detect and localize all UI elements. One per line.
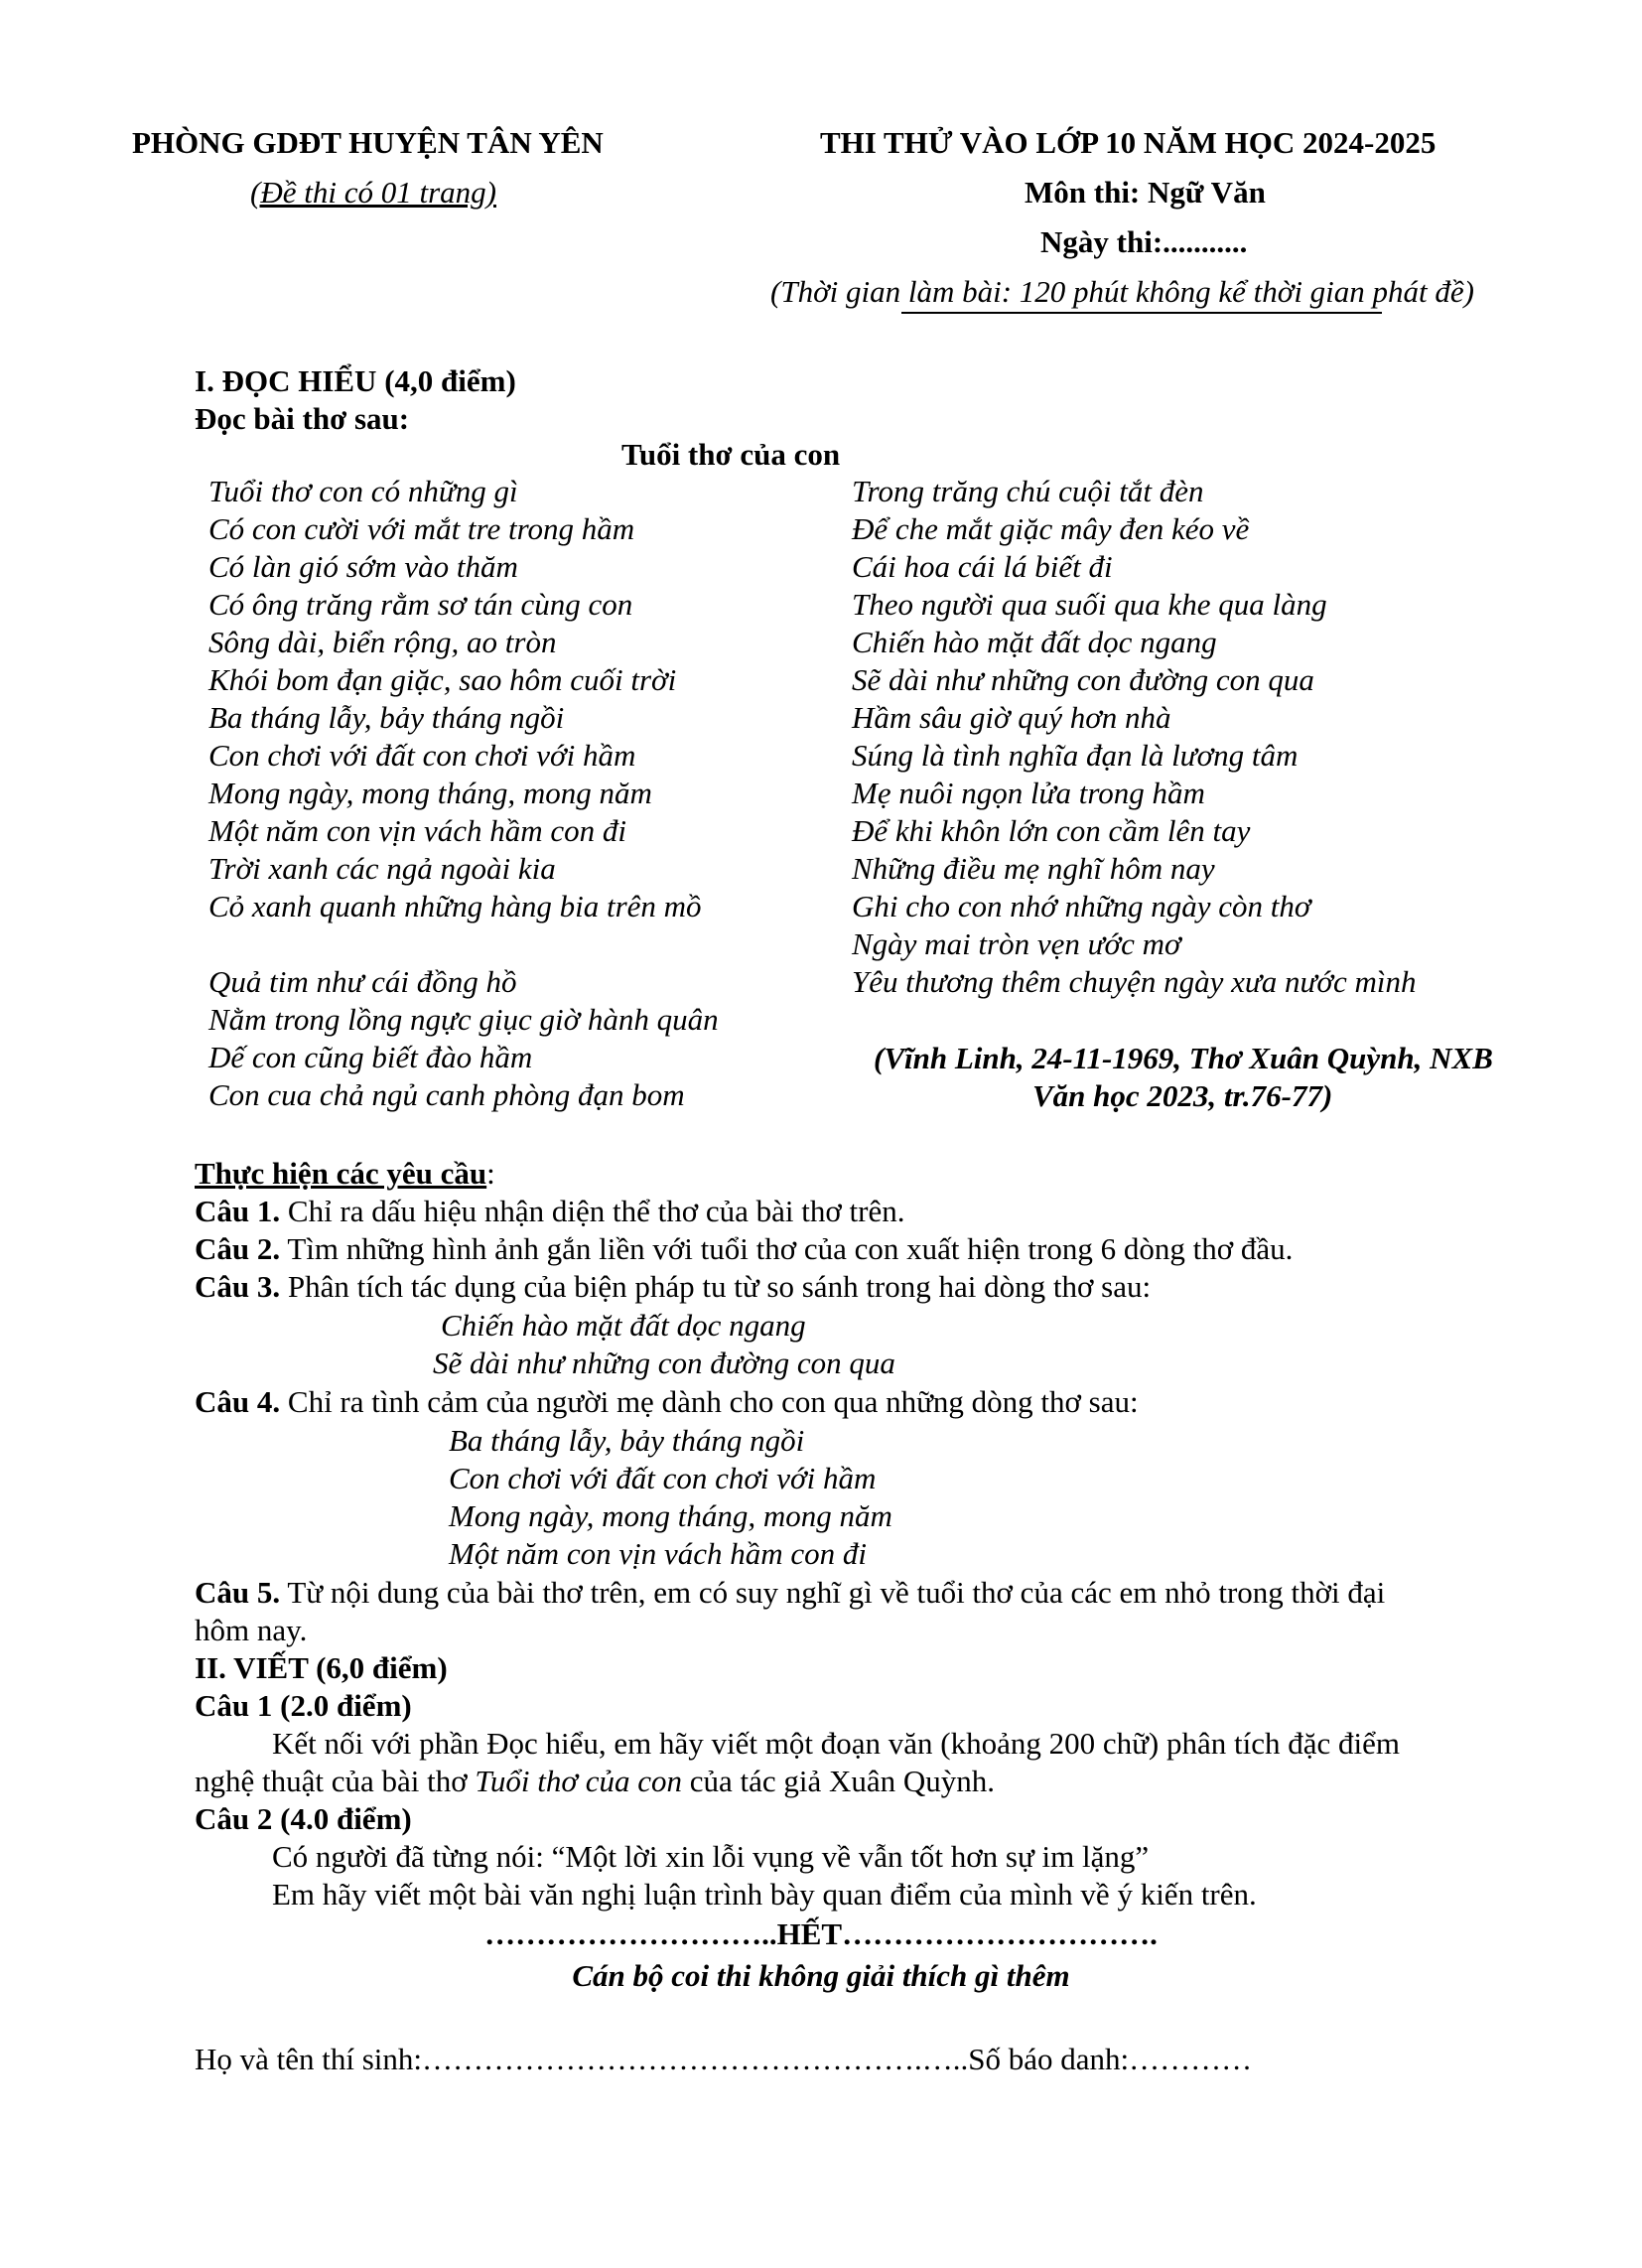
- exam-date: Ngày thi:...........: [1040, 224, 1248, 259]
- poem-line: Ba tháng lẫy, bảy tháng ngồi: [208, 700, 565, 735]
- reading-heading: I. ĐỌC HIỂU (4,0 điểm): [195, 363, 516, 398]
- poem-left-stanza-1: [208, 473, 702, 925]
- poem-line: Ngày mai tròn vẹn ước mơ: [852, 926, 1181, 961]
- writing-question-1-label: Câu 1 (2.0 điểm): [195, 1688, 412, 1723]
- poem-line: Có con cười với mắt tre trong hầm: [208, 511, 635, 546]
- poem-title-reference: Tuổi thơ của con: [475, 1764, 682, 1798]
- poem-line: Yêu thương thêm chuyện ngày xưa nước mình: [852, 964, 1417, 999]
- poem-line: Ghi cho con nhớ những ngày còn thơ: [852, 889, 1311, 923]
- poem-line: Con cua chả ngủ canh phòng đạn bom: [208, 1077, 685, 1112]
- poem-line: Mẹ nuôi ngọn lửa trong hầm: [852, 776, 1205, 810]
- poem-line: Sông dài, biển rộng, ao tròn: [208, 625, 557, 659]
- header-rule: [901, 312, 1382, 314]
- candidate-info-line: Họ và tên thí sinh:………………………………………….…..Số báo danh:…………: [195, 2042, 1253, 2076]
- quote-line: Con chơi với đất con chơi với hầm: [449, 1461, 877, 1495]
- question-4-quote: [449, 1422, 892, 1573]
- poem-right-column: [852, 473, 1417, 1001]
- exam-subject: Môn thi: Ngữ Văn: [1025, 175, 1266, 210]
- page-count-note: (Đề thi có 01 trang): [250, 175, 496, 210]
- questions-heading-text: Thực hiện các yêu cầu: [195, 1156, 487, 1191]
- writing-question-1-line-1: Kết nối với phần Đọc hiểu, em hãy viết một đoạn văn (khoảng 200 chữ) phân tích đặc điểm: [272, 1726, 1400, 1761]
- quote-line: Sẽ dài như những con đường con qua: [433, 1346, 895, 1380]
- poem-line: Để khi khôn lớn con cầm lên tay: [852, 813, 1251, 848]
- questions-heading: [195, 1156, 495, 1192]
- question-text: Phân tích tác dụng của biện pháp tu từ so sánh trong hai dòng thơ sau:: [280, 1269, 1152, 1304]
- poem-title: Tuổi thơ của con: [621, 437, 841, 472]
- question-label: Câu 4.: [195, 1384, 281, 1419]
- quote-line: Mong ngày, mong tháng, mong năm: [449, 1498, 892, 1533]
- question-text: Chỉ ra dấu hiệu nhận diện thể thơ của bài thơ trên.: [280, 1194, 905, 1228]
- poem-line: Cỏ xanh quanh những hàng bia trên mồ: [208, 889, 702, 923]
- writing-question-2-line-1: Có người đã từng nói: “Một lời xin lỗi vụng về vẫn tốt hơn sự im lặng”: [272, 1839, 1150, 1874]
- poem-line: Trong trăng chú cuội tắt đèn: [852, 474, 1204, 508]
- poem-line: Chiến hào mặt đất dọc ngang: [852, 625, 1217, 659]
- poem-line: Súng là tình nghĩa đạn là lương tâm: [852, 738, 1299, 773]
- exam-title: THI THỬ VÀO LỚP 10 NĂM HỌC 2024-2025: [820, 125, 1437, 160]
- poem-line: Hầm sâu giờ quý hơn nhà: [852, 700, 1171, 735]
- poem-line: Những điều mẹ nghĩ hôm nay: [852, 851, 1215, 886]
- question-label: Câu 1.: [195, 1194, 281, 1228]
- poem-line: Cái hoa cái lá biết đi: [852, 549, 1113, 584]
- text-segment: nghệ thuật của bài thơ: [195, 1764, 476, 1798]
- question-label: Câu 2.: [195, 1231, 281, 1266]
- poem-line: Có ông trăng rằm sơ tán cùng con: [208, 587, 633, 622]
- poem-line: Có làn gió sớm vào thăm: [208, 549, 518, 584]
- reading-instruction: Đọc bài thơ sau:: [195, 401, 410, 436]
- question-3-quote: [433, 1307, 895, 1382]
- poem-source-line-2: Văn học 2023, tr.76-77): [1032, 1078, 1333, 1113]
- poem-line: Dế con cũng biết đào hầm: [208, 1040, 533, 1074]
- poem-line: Mong ngày, mong tháng, mong năm: [208, 776, 652, 810]
- quote-line: Chiến hào mặt đất dọc ngang: [441, 1308, 806, 1343]
- poem-line: Nằm trong lồng ngực giục giờ hành quân: [208, 1002, 719, 1037]
- question-text: Từ nội dung của bài thơ trên, em có suy nghĩ gì về tuổi thơ của các em nhỏ trong thời đại: [280, 1575, 1386, 1610]
- end-marker: ………………………..HẾT………………………….: [484, 1916, 1158, 1951]
- time-note: (Thời gian làm bài: 120 phút không kể thời gian phát đề): [770, 274, 1474, 309]
- question-text: Chỉ ra tình cảm của người mẹ dành cho con qua những dòng thơ sau:: [280, 1384, 1139, 1419]
- supervisor-note: Cán bộ coi thi không giải thích gì thêm: [572, 1958, 1070, 1993]
- question-3: [195, 1269, 1151, 1305]
- writing-question-2-label: Câu 2 (4.0 điểm): [195, 1801, 412, 1836]
- question-label: Câu 3.: [195, 1269, 281, 1304]
- question-2: [195, 1231, 1293, 1267]
- poem-line: Theo người qua suối qua khe qua làng: [852, 587, 1327, 622]
- school-department: PHÒNG GDĐT HUYỆN TÂN YÊN: [132, 125, 604, 160]
- poem-line: Con chơi với đất con chơi với hầm: [208, 738, 636, 773]
- text-segment: của tác giả Xuân Quỳnh.: [681, 1764, 996, 1798]
- poem-source-line-1: (Vĩnh Linh, 24-11-1969, Thơ Xuân Quỳnh, NXB: [874, 1041, 1493, 1075]
- question-label: Câu 5.: [195, 1575, 281, 1610]
- poem-line: Sẽ dài như những con đường con qua: [852, 662, 1314, 697]
- question-text: Tìm những hình ảnh gắn liền với tuổi thơ của con xuất hiện trong 6 dòng thơ đầu.: [280, 1231, 1294, 1266]
- question-1: [195, 1194, 905, 1229]
- questions-heading-colon: :: [486, 1156, 495, 1191]
- poem-line: Tuổi thơ con có những gì: [208, 474, 518, 508]
- poem-line: Trời xanh các ngả ngoài kia: [208, 851, 556, 886]
- poem-line: Khói bom đạn giặc, sao hôm cuối trời: [208, 662, 677, 697]
- question-5-continued: hôm nay.: [195, 1613, 308, 1647]
- poem-line: Quả tim như cái đồng hồ: [208, 964, 517, 999]
- poem-line: Để che mắt giặc mây đen kéo về: [852, 511, 1250, 546]
- quote-line: Một năm con vịn vách hầm con đi: [449, 1536, 867, 1571]
- question-4: [195, 1384, 1139, 1420]
- poem-line: Một năm con vịn vách hầm con đi: [208, 813, 626, 848]
- question-5: [195, 1575, 1385, 1611]
- poem-left-stanza-2: [208, 963, 719, 1114]
- writing-question-2-line-2: Em hãy viết một bài văn nghị luận trình bày quan điểm của mình về ý kiến trên.: [272, 1877, 1257, 1912]
- quote-line: Ba tháng lẫy, bảy tháng ngồi: [449, 1423, 805, 1458]
- writing-heading: II. VIẾT (6,0 điểm): [195, 1650, 448, 1685]
- writing-question-1-line-2: [195, 1764, 995, 1799]
